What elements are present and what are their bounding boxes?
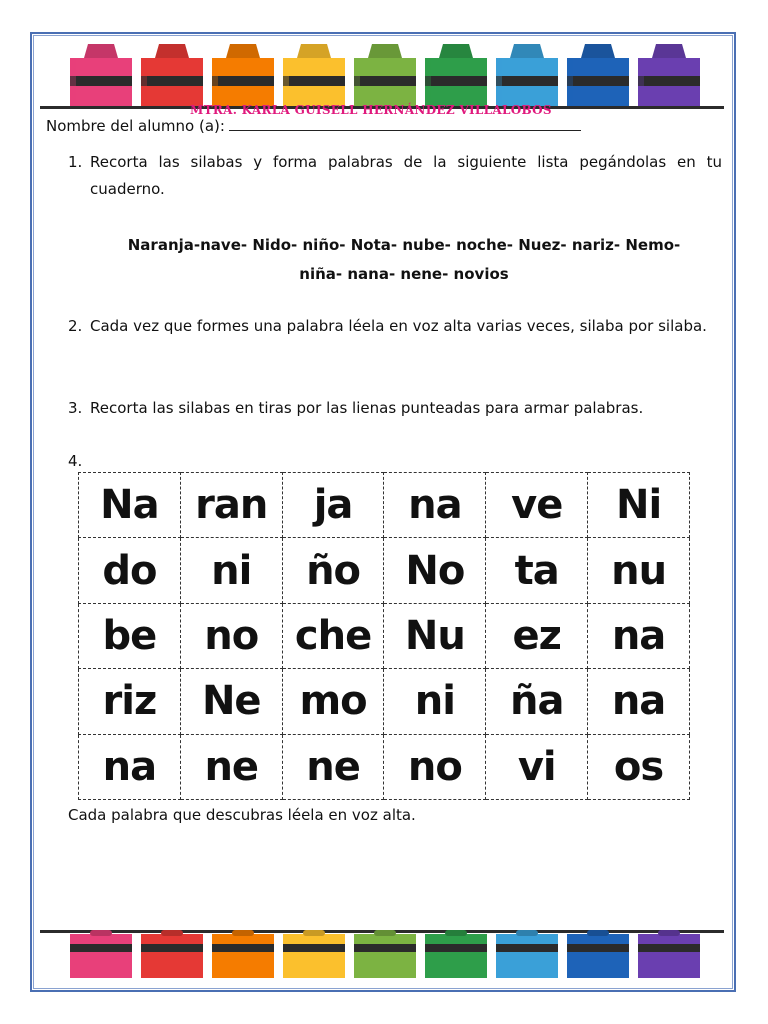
syllable-card[interactable]: do — [79, 538, 181, 603]
syllable-card[interactable]: Ne — [180, 669, 282, 734]
crayon-icon — [283, 44, 345, 106]
crayon-icon — [141, 930, 203, 978]
instruction-number: 4. — [68, 452, 83, 470]
instruction-number: 2. — [68, 317, 83, 335]
author-name: MTRA. KARLA GUISELL HERNÁNDEZ VILLALOBOS — [190, 103, 552, 117]
instruction-1 — [68, 149, 722, 203]
syllable-card[interactable]: ez — [486, 603, 588, 668]
syllable-card[interactable]: ni — [384, 669, 486, 734]
instruction-text: Cada vez que formes una palabra léela en voz alta varias veces, silaba por silaba. — [90, 317, 707, 335]
syllable-card[interactable]: ne — [180, 734, 282, 799]
instruction-text: Recorta las silabas y forma palabras de la siguiente lista pegándolas en tu cuaderno. — [90, 153, 722, 198]
crayon-icon — [283, 930, 345, 978]
instruction-number: 1. — [68, 153, 83, 171]
syllable-card[interactable]: ni — [180, 538, 282, 603]
syllable-card[interactable]: mo — [282, 669, 384, 734]
word-list-line-1: Naranja-nave- Nido- niño- Nota- nube- noche- Nuez- nariz- Nemo- — [127, 236, 681, 254]
syllable-card[interactable]: Nu — [384, 603, 486, 668]
student-name-blank[interactable] — [229, 116, 581, 131]
crayon-icon — [638, 930, 700, 978]
instruction-number: 3. — [68, 399, 83, 417]
syllable-row — [79, 538, 690, 603]
crayon-icon — [141, 44, 203, 106]
syllable-card[interactable]: os — [588, 734, 690, 799]
student-name-label: Nombre del alumno (a): — [46, 117, 225, 135]
syllable-card[interactable]: no — [384, 734, 486, 799]
crayon-icon — [354, 930, 416, 978]
crayon-icon — [70, 930, 132, 978]
crayon-icon — [638, 44, 700, 106]
instruction-2 — [68, 313, 722, 340]
crayon-icon — [425, 930, 487, 978]
crayon-icon — [567, 44, 629, 106]
syllable-card[interactable]: no — [180, 603, 282, 668]
syllable-card[interactable]: na — [588, 669, 690, 734]
crayon-icon — [212, 44, 274, 106]
syllable-card[interactable]: ña — [486, 669, 588, 734]
syllable-card[interactable]: ne — [282, 734, 384, 799]
syllable-card[interactable]: ran — [180, 473, 282, 538]
crayon-icon — [425, 44, 487, 106]
student-name-line — [46, 116, 581, 135]
syllable-card[interactable]: Ni — [588, 473, 690, 538]
syllable-cutout-grid — [78, 472, 690, 800]
syllable-card[interactable]: ño — [282, 538, 384, 603]
syllable-card[interactable]: No — [384, 538, 486, 603]
syllable-card[interactable]: vi — [486, 734, 588, 799]
instruction-text: Recorta las silabas en tiras por las lienas punteadas para armar palabras. — [90, 399, 644, 417]
syllable-card[interactable]: ta — [486, 538, 588, 603]
syllable-card[interactable]: nu — [588, 538, 690, 603]
crayon-icon — [70, 44, 132, 106]
crayon-border-bottom — [0, 930, 768, 980]
syllable-card[interactable]: be — [79, 603, 181, 668]
word-list-line-2: niña- nana- nene- novios — [299, 265, 509, 283]
syllable-row — [79, 734, 690, 799]
syllable-row — [79, 473, 690, 538]
syllable-row — [79, 669, 690, 734]
syllable-card[interactable]: riz — [79, 669, 181, 734]
syllable-card[interactable]: ja — [282, 473, 384, 538]
syllable-card[interactable]: ve — [486, 473, 588, 538]
syllable-card[interactable]: na — [384, 473, 486, 538]
crayon-icon — [354, 44, 416, 106]
crayon-icon — [496, 930, 558, 978]
footer-instruction: Cada palabra que descubras léela en voz alta. — [68, 806, 416, 824]
word-list — [92, 231, 716, 289]
crayon-icon — [212, 930, 274, 978]
syllable-card[interactable]: che — [282, 603, 384, 668]
crayon-icon — [496, 44, 558, 106]
instruction-3 — [68, 395, 722, 422]
syllable-card[interactable]: Na — [79, 473, 181, 538]
syllable-card[interactable]: na — [588, 603, 690, 668]
syllable-row — [79, 603, 690, 668]
crayon-icon — [567, 930, 629, 978]
syllable-card[interactable]: na — [79, 734, 181, 799]
